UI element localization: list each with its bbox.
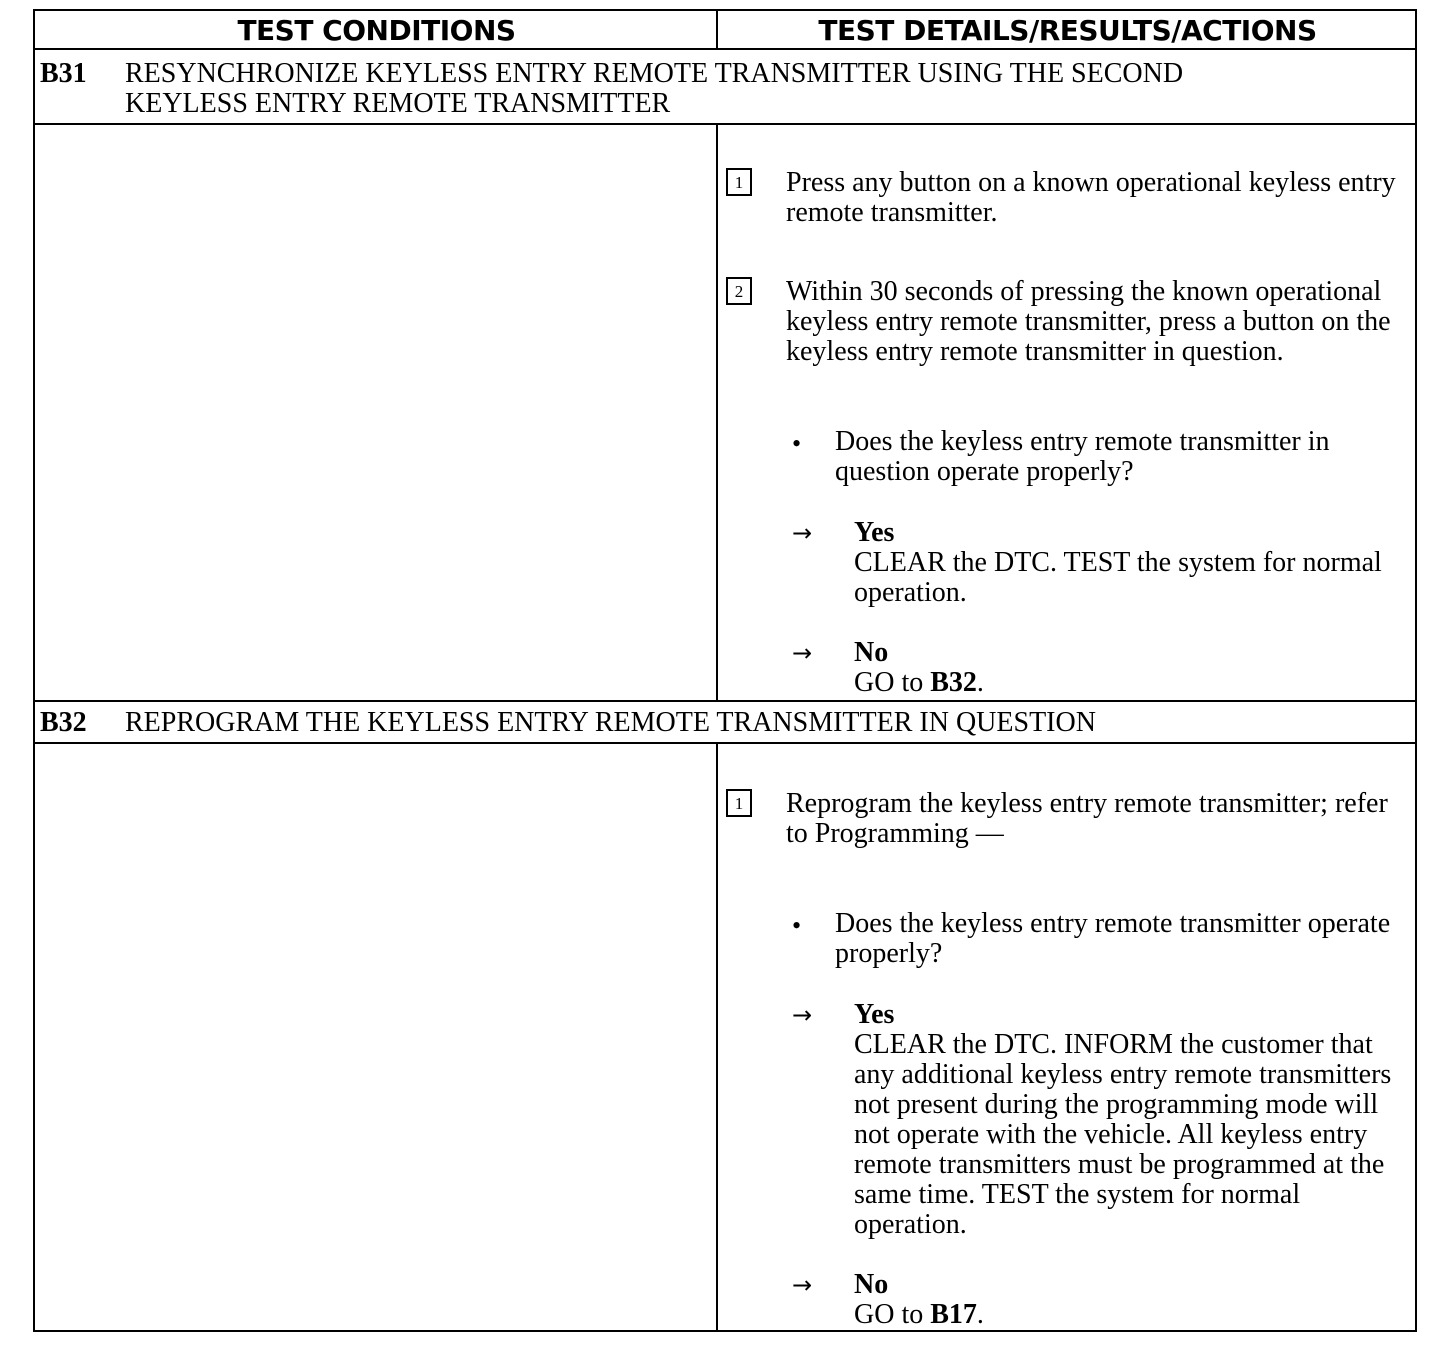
column-divider-b32	[716, 743, 718, 1332]
step-text: Within 30 seconds of pressing the known operational keyless entry remote transmitter, press a button on the keyless entry remote transmitter in question.	[786, 276, 1391, 367]
step-text: Press any button on a known operational keyless entry remote transmitter.	[786, 167, 1396, 228]
step-reference: B32	[930, 667, 977, 698]
answer-yes: Yes CLEAR the DTC. TEST the system for normal operation.	[854, 517, 1382, 608]
bullet-icon: •	[792, 911, 802, 940]
arrow-right-icon: →	[792, 519, 813, 547]
column-divider-b31	[716, 124, 718, 702]
step-number-box: 1	[726, 789, 752, 817]
answer-yes: Yes CLEAR the DTC. INFORM the customer that any additional keyless entry remote transmitters not present during the programming mode will not operate with the vehicle. All keyless entry remote transmitters must be programmed at the same time. TEST the system for normal operation.	[854, 999, 1392, 1240]
question-text: Does the keyless entry remote transmitter operate properly?	[835, 908, 1391, 969]
section-b32-divider	[35, 742, 1415, 744]
answer-no: No GO to B17.	[854, 1269, 984, 1330]
step-number-box: 2	[726, 277, 752, 305]
section-title: REPROGRAM THE KEYLESS ENTRY REMOTE TRANSMITTER IN QUESTION	[125, 707, 1096, 738]
answer-no: No GO to B32.	[854, 637, 984, 698]
header-divider	[35, 48, 1415, 50]
column-divider-header	[716, 11, 718, 50]
diagnostic-table	[33, 9, 1417, 1332]
step-reference: B17	[930, 1299, 977, 1330]
arrow-right-icon: →	[792, 1271, 813, 1299]
header-test-details: TEST DETAILS/RESULTS/ACTIONS	[818, 14, 1317, 47]
step-text: Reprogram the keyless entry remote transmitter; refer to Programming —	[786, 788, 1388, 849]
arrow-right-icon: →	[792, 639, 813, 667]
question-text: Does the keyless entry remote transmitter in question operate properly?	[835, 426, 1330, 487]
section-b31-divider	[35, 123, 1415, 125]
section-code: B31	[40, 58, 87, 89]
bullet-icon: •	[792, 429, 802, 458]
section-title: RESYNCHRONIZE KEYLESS ENTRY REMOTE TRANSMITTER USING THE SECOND KEYLESS ENTRY REMOTE TRANSMITTER	[125, 58, 1184, 119]
header-test-conditions: TEST CONDITIONS	[237, 14, 516, 47]
section-code: B32	[40, 707, 87, 738]
arrow-right-icon: →	[792, 1001, 813, 1029]
section-b32-top-divider	[35, 700, 1415, 702]
step-number-box: 1	[726, 168, 752, 196]
